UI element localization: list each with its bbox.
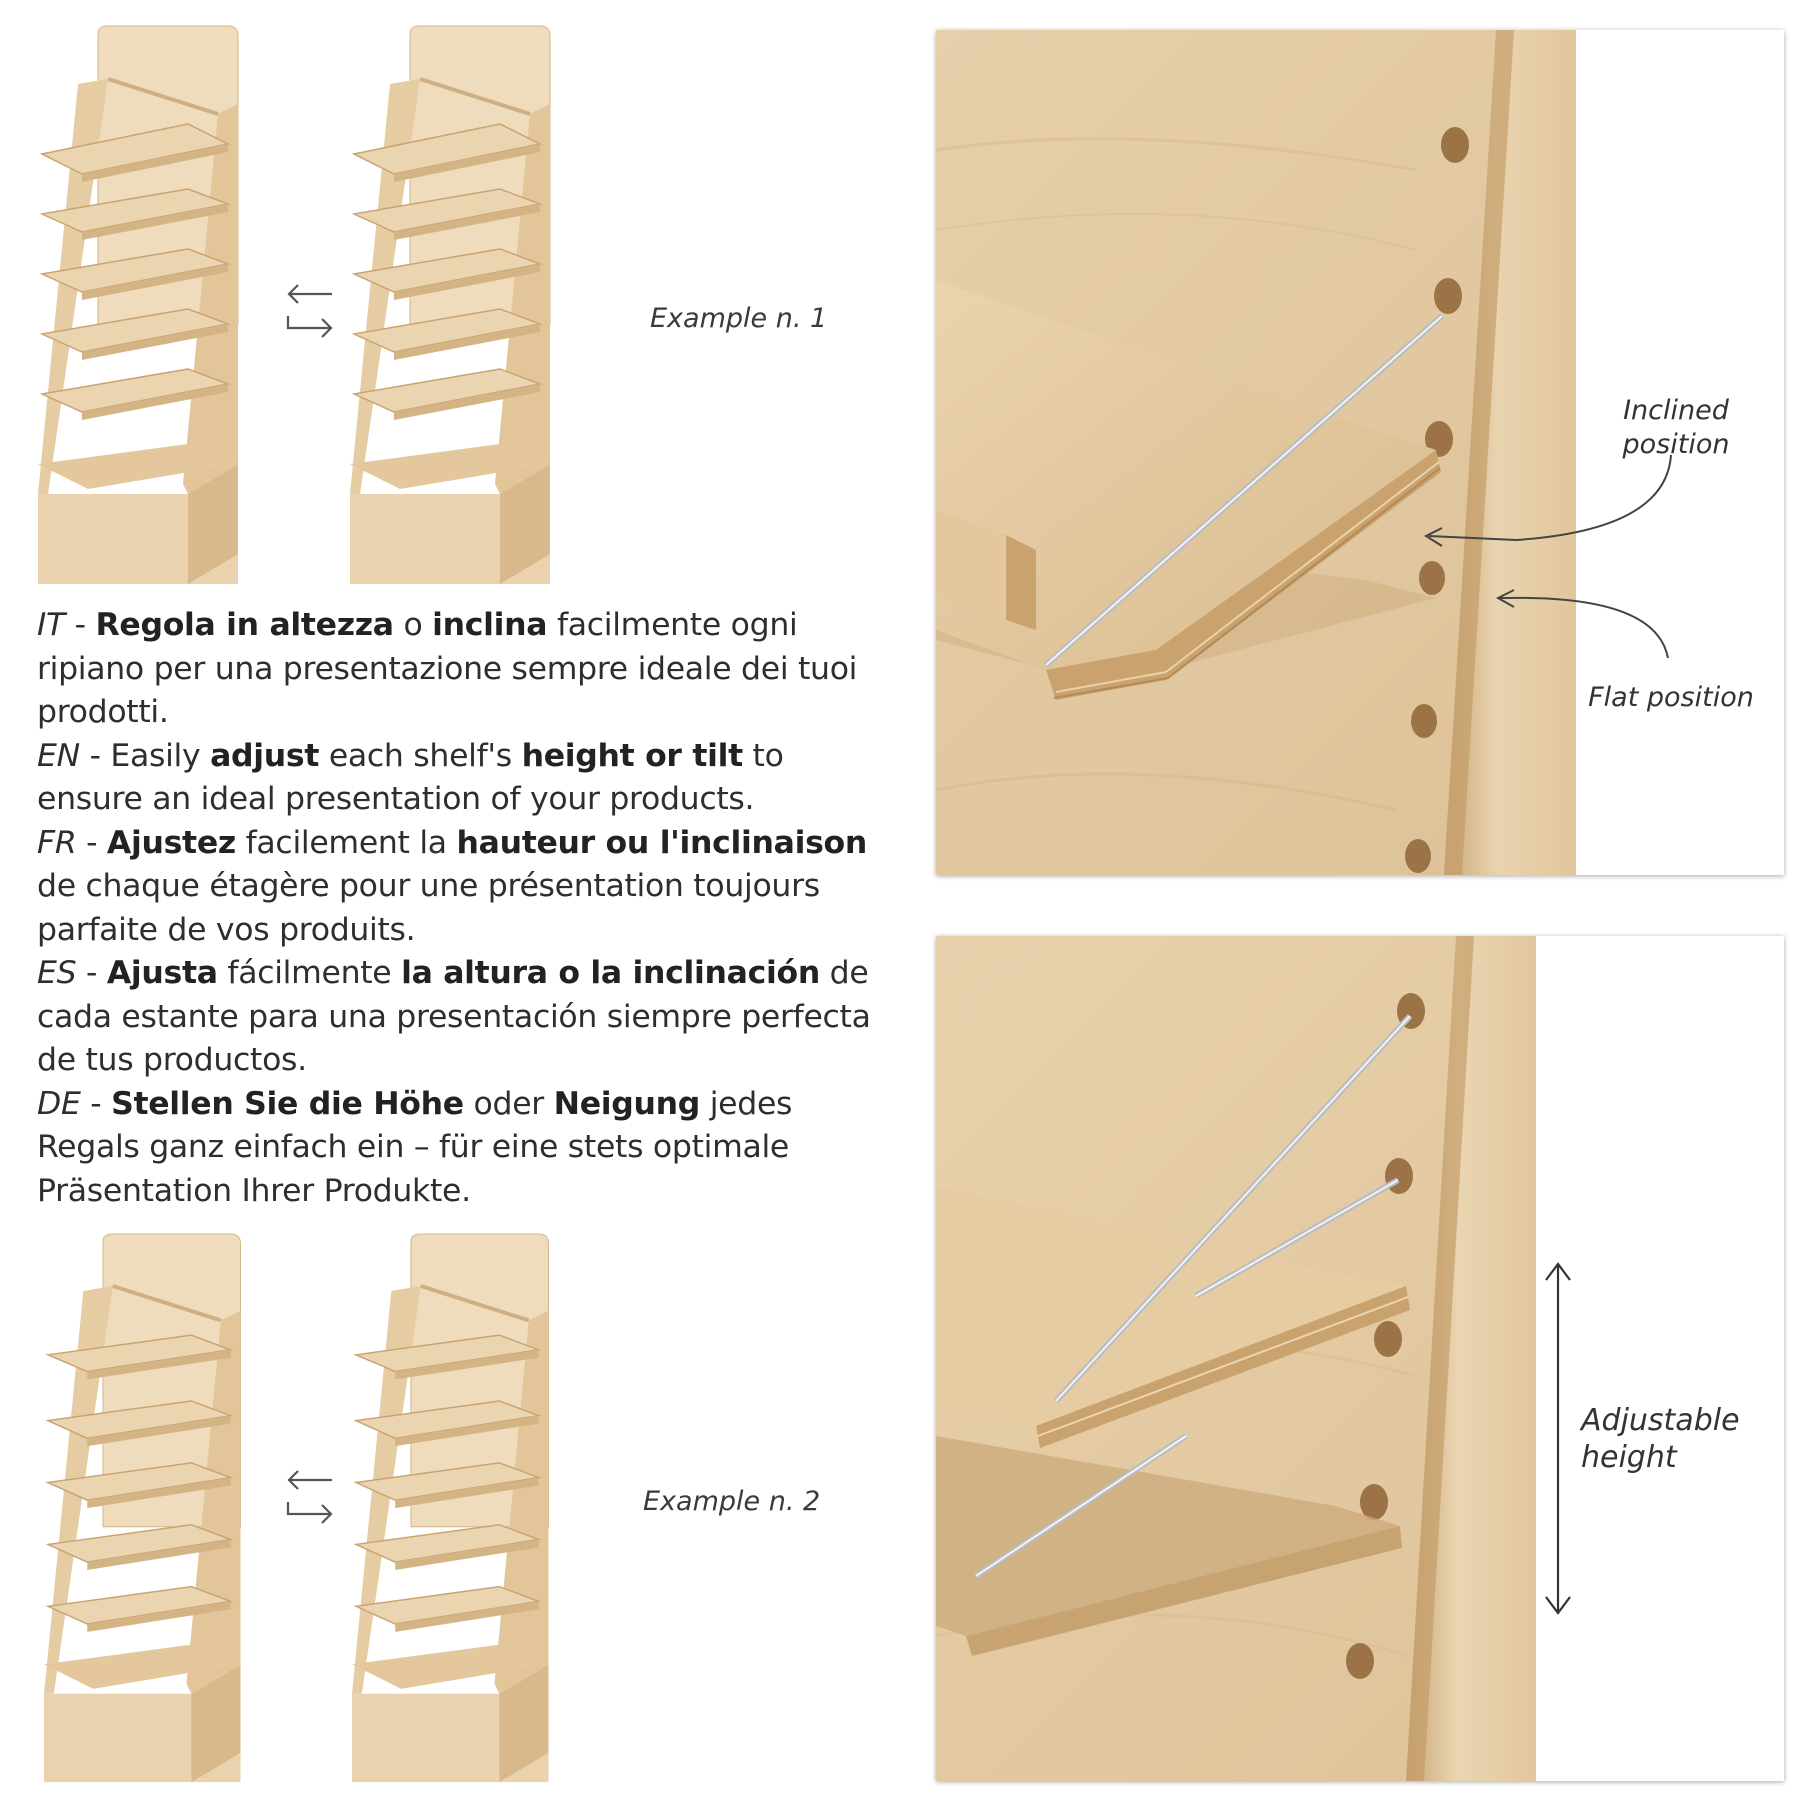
callout-inclined-position: Inclined position	[1622, 395, 1730, 460]
callout-adjustable-height: Adjustable height	[1581, 1403, 1740, 1475]
lang-code-en: EN	[37, 737, 80, 774]
shelf-render-example1-b	[350, 24, 580, 594]
inclined-flat-detail-photo	[936, 30, 1784, 875]
shelf-render-example2-b	[350, 1232, 580, 1792]
swap-arrows-icon	[284, 1466, 336, 1528]
lang-code-fr: FR	[37, 824, 77, 861]
description-de: DE - Stellen Sie die Höhe oder Neigung jedes Regals ganz einfach ein – für eine stets optimale Präsentation Ihrer Produkte.	[37, 1085, 793, 1209]
lang-code-es: ES	[37, 955, 77, 991]
lang-code-it: IT	[37, 607, 65, 643]
description-es: ES - Ajusta fácilmente la altura o la inclinación de cada estante para una presentación siempre perfecta de tus productos.	[37, 955, 871, 1078]
description-en: EN - Easily adjust each shelf's height or tilt to ensure an ideal presentation of your products.	[37, 737, 784, 817]
adjustable-height-detail-photo	[936, 936, 1784, 1781]
example-1-label: Example n. 1	[650, 303, 828, 334]
example-2-label: Example n. 2	[643, 1486, 821, 1517]
callout-flat-position: Flat position	[1588, 682, 1754, 713]
swap-arrows-icon	[284, 280, 336, 342]
shelf-render-example2-a	[42, 1232, 272, 1792]
lang-code-de: DE	[37, 1085, 81, 1122]
description-it: IT - Regola in altezza o inclina facilmente ogni ripiano per una presentazione sempre ideale dei tuoi prodotti.	[37, 607, 858, 730]
shelf-render-example1-a	[38, 24, 268, 594]
description-fr: FR - Ajustez facilement la hauteur ou l'inclinaison de chaque étagère pour une présentation toujours parfaite de vos produits.	[37, 824, 868, 948]
multilingual-description	[37, 604, 897, 1213]
